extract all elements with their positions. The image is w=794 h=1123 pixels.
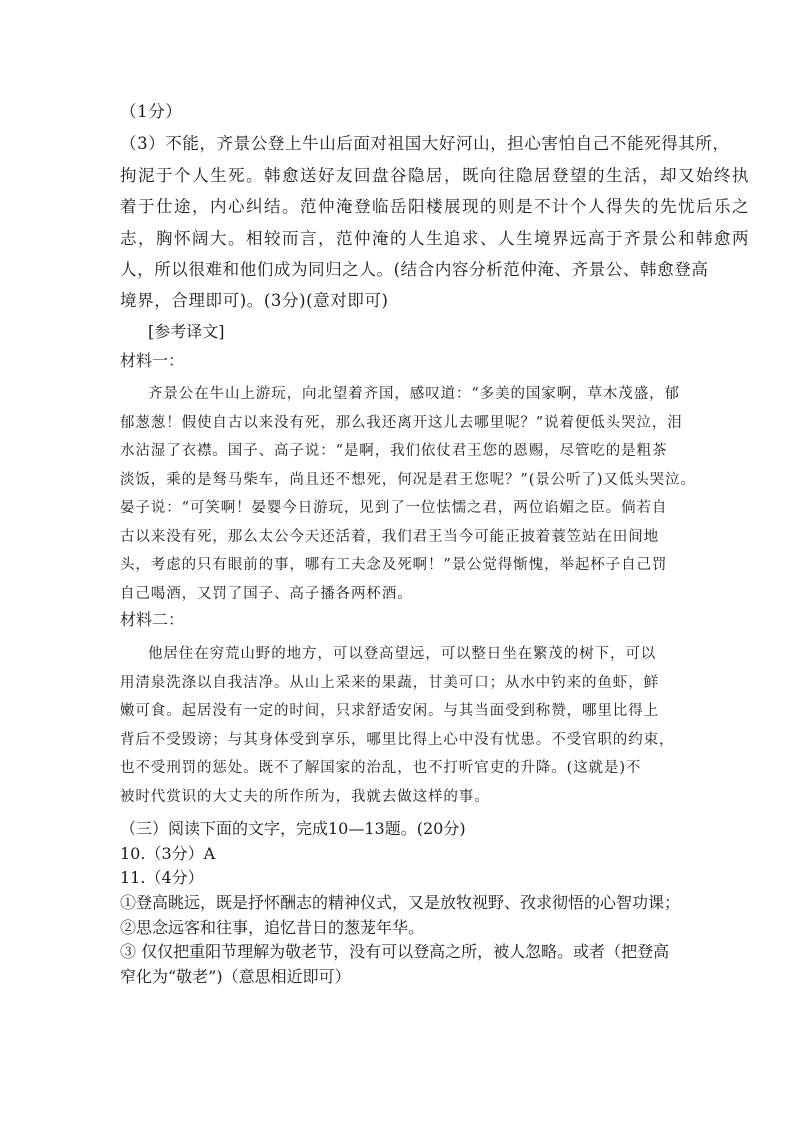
material2-line-1: 他居住在穷荒山野的地方，可以登高望远，可以整日坐在繁茂的树下，可以 [148,646,657,662]
prev-score: （1分） [120,102,183,121]
material2-line-5: 也不受刑罚的惩处。既不了解国家的治乱，也不打听官吏的升降。(这就是)不 [120,760,642,776]
material2-line-6: 被时代赏识的大丈夫的所作所为，我就去做这样的事。 [120,789,490,805]
material1-line-1: 齐景公在牛山上游玩，向北望着齐国，感叹道：“多美的国家啊，草木茂盛，郁 [148,386,680,402]
material1-line-5: 晏子说：“可笑啊！晏婴今日游玩，见到了一位怯懦之君，两位谄媚之臣。倘若自 [120,500,668,516]
q3-line-5: 人，所以很难和他们成为同归之人。(结合内容分析范仲淹、齐景公、韩愈登高 [120,260,709,279]
q11-line-2: ②思念远客和往事，追忆昔日的葱茏年华。 [120,918,425,937]
material2-line-2: 用清泉洗涤以自我洁净。从山上采来的果蔬，甘美可口；从水中钓来的鱼虾，鲜 [120,675,659,691]
material1-line-6: 古以来没有死，那么太公今天还活着，我们君王当今可能正披着蓑笠站在田间地 [120,529,659,545]
q3-line-2: 拘泥于个人生死。韩愈送好友回盘谷隐居，既向往隐居登望的生活，却又始终执 [120,166,750,185]
material2-label: 材料二： [120,610,185,629]
q3-line-3: 着于仕途，内心纠结。范仲淹登临岳阳楼展现的则是不计个人得失的先忧后乐之 [120,197,750,216]
q3-line-6: 境界，合理即可)。(3分)(意对即可) [120,291,389,310]
reference-heading: [参考译文] [148,322,225,341]
material1-line-8: 自己喝酒，又罚了国子、高子播各两杯酒。 [120,586,413,602]
material2-line-3: 嫩可食。起居没有一定的时间，只求舒适安闲。与其当面受到称赞，哪里比得上 [120,703,659,719]
q11-heading: 11.（4分） [120,868,204,887]
q3-line-4: 志，胸怀阔大。相较而言，范仲淹的人生追求、人生境界远高于齐景公和韩愈两 [120,229,750,248]
material1-line-4: 淡饭，乘的是驽马柴车，尚且还不想死，何况是君王您呢？”(景公听了)又低头哭泣。 [120,472,696,488]
material1-label: 材料一： [120,351,185,370]
material1-line-3: 水沾湿了衣襟。国子、高子说：“是啊，我们依仗君王您的恩赐，尽管吃的是粗茶 [120,443,668,459]
q10-answer: 10.（3分）A [120,844,216,863]
q11-line-3: ③ 仅仅把重阳节理解为敬老节，没有可以登高之所，被人忽略。或者（把登高 [120,942,670,961]
section3-heading: （三）阅读下面的文字，完成10—13题。(20分) [120,819,466,838]
q11-line-1: ①登高眺远，既是抒怀酬志的精神仪式，又是放牧视野、孜求彻悟的心智功课； [120,893,681,912]
material1-line-7: 头，考虑的只有眼前的事，哪有工夫念及死啊！”景公觉得惭愧，举起杯子自己罚 [120,557,668,573]
material2-line-4: 背后不受毁谤；与其身体受到享乐，哪里比得上心中没有忧患。不受官职的约束， [120,732,675,748]
q3-line-1: （3）不能，齐景公登上牛山后面对祖国大好河山，担心害怕自己不能死得其所， [120,134,730,153]
q11-line-4: 窄化为“敬老”)（意思相近即可） [120,967,351,986]
material1-line-2: 郁葱葱！假使自古以来没有死，那么我还离开这儿去哪里呢？”说着便低头哭泣，泪 [120,415,683,431]
